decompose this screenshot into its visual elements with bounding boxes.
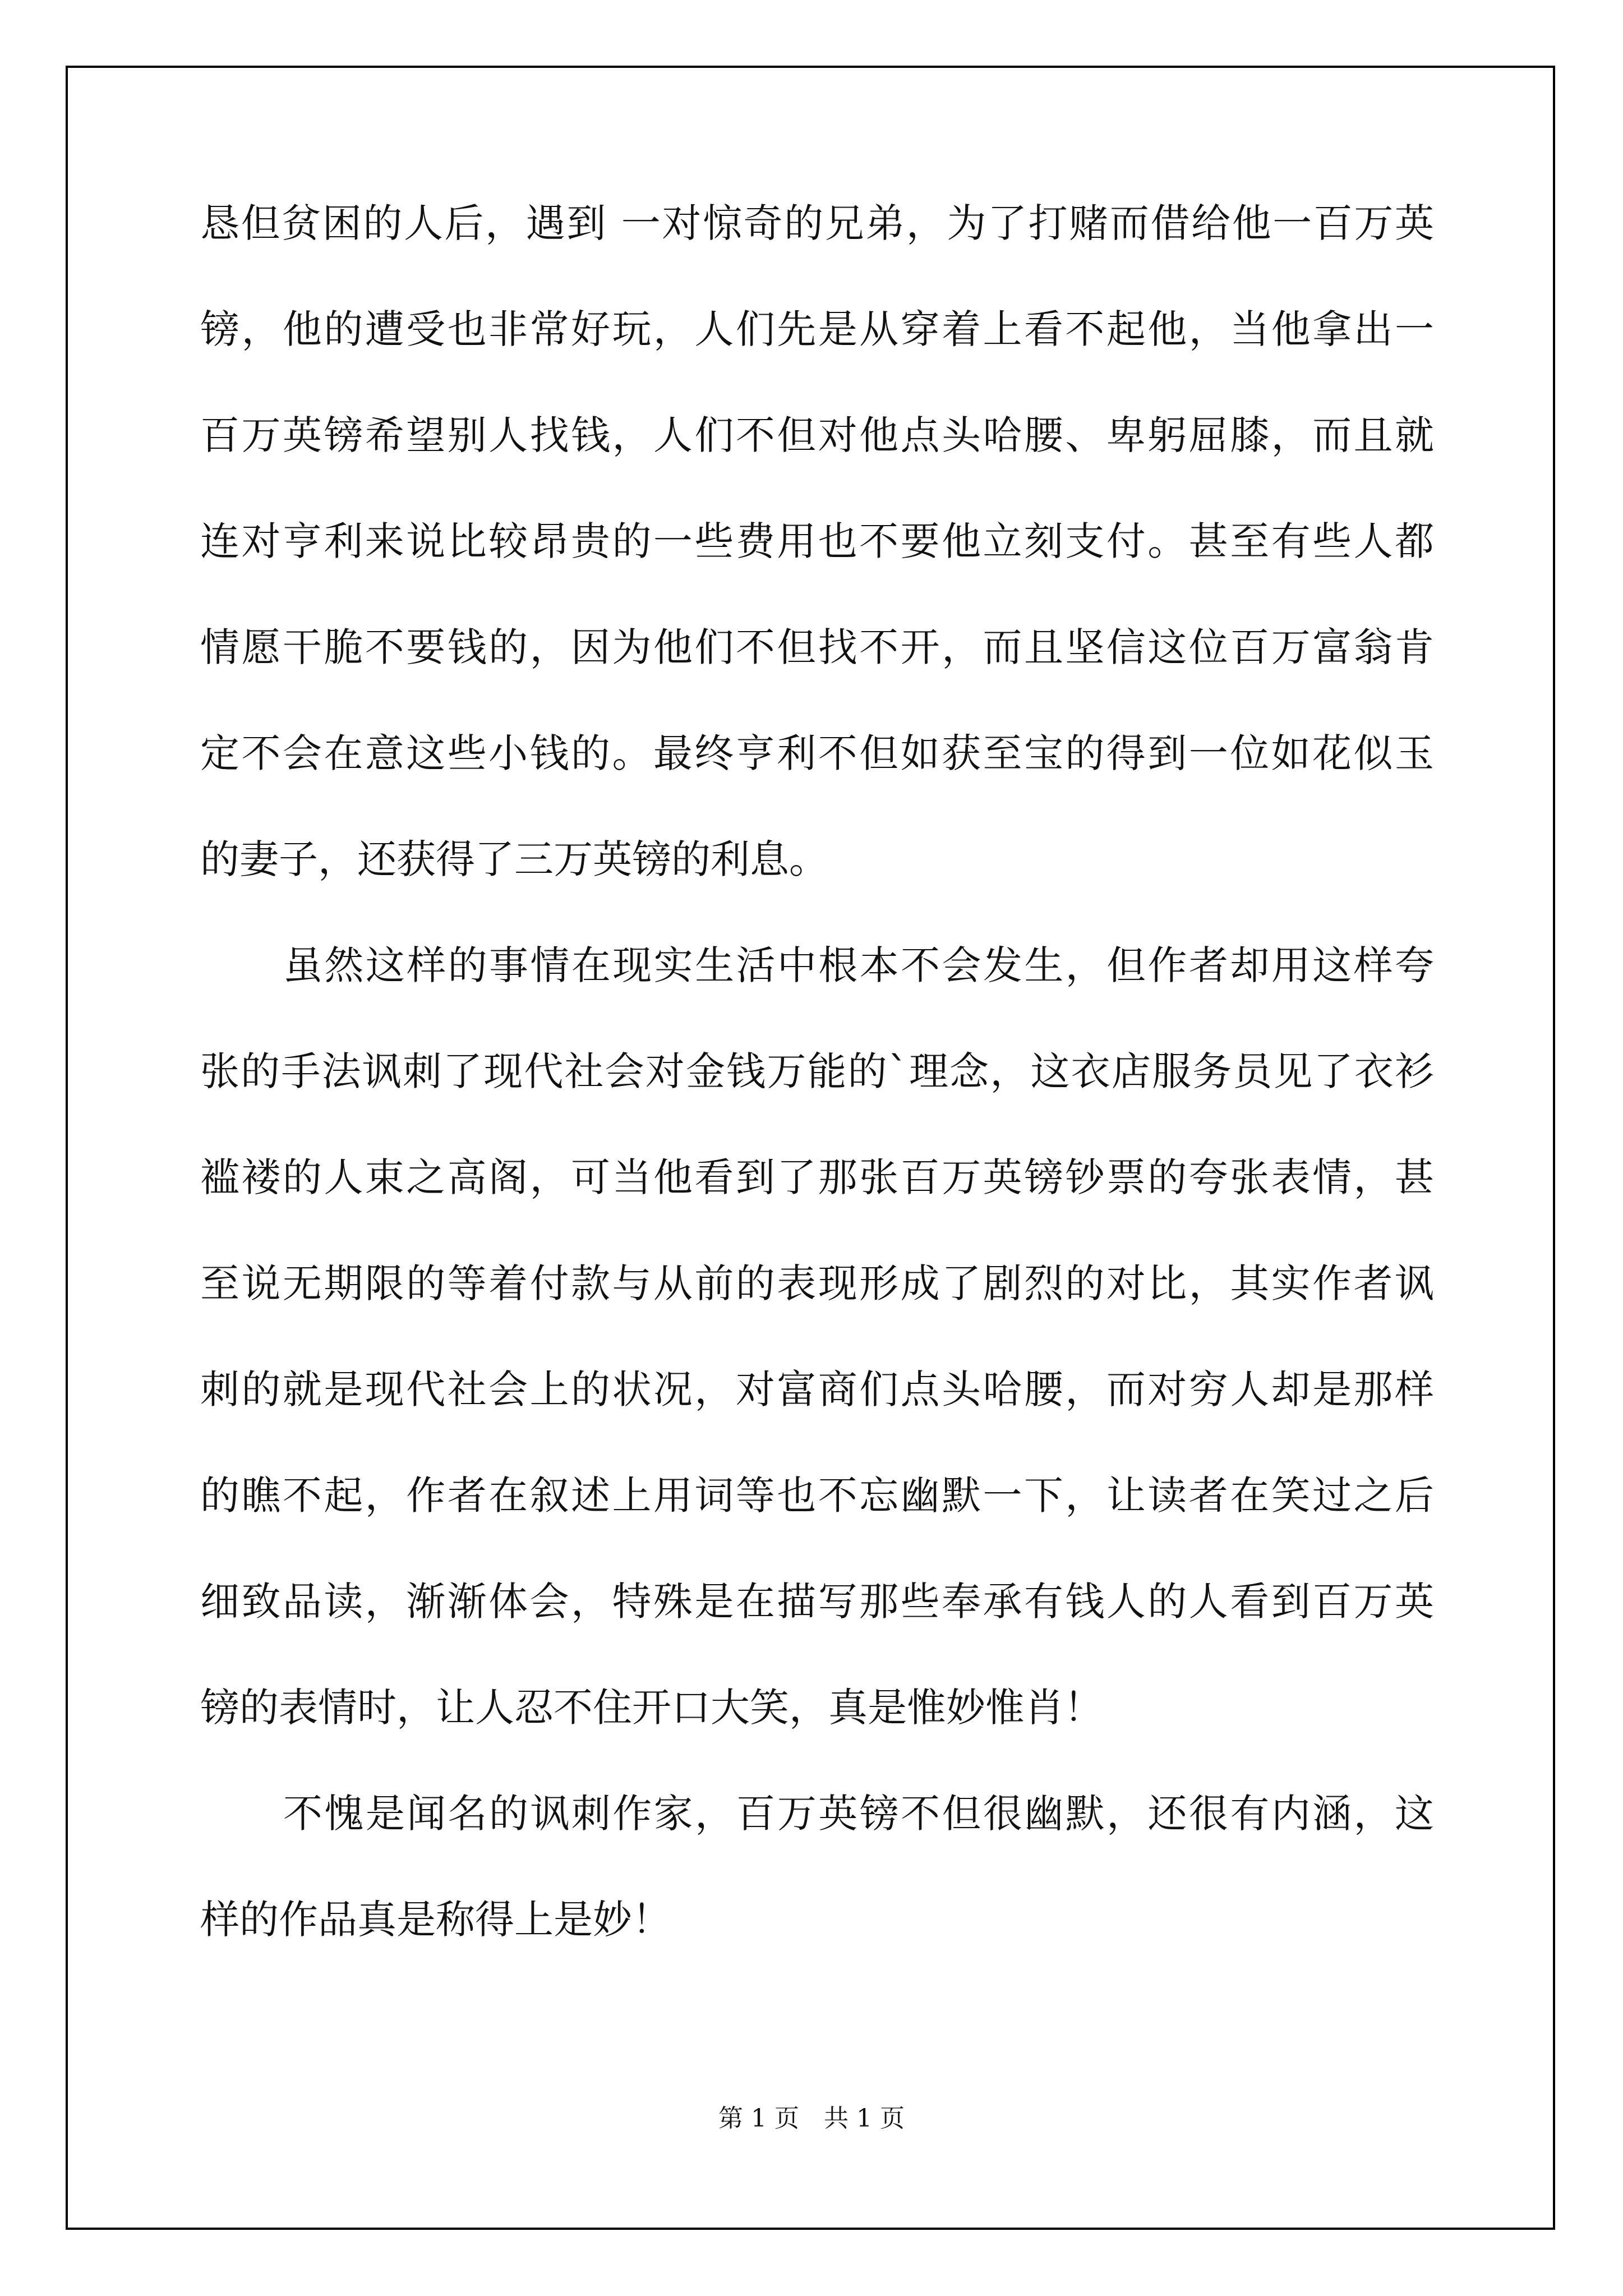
paragraph-line: 镑的表情时，让人忍不住开口大笑，真是惟妙惟肖！: [200, 1685, 1103, 1731]
paragraph-line: 张的手法讽刺了现代社会对金钱万能的`理念，这衣店服务员见了衣衫: [200, 1048, 1434, 1094]
paragraph-line: 样的作品真是称得上是妙！: [200, 1897, 671, 1943]
paragraph-line: 情愿干脆不要钱的，因为他们不但找不开，而且坚信这位百万富翁肯: [200, 624, 1434, 670]
paragraph-line: 连对亨利来说比较昂贵的一些费用也不要他立刻支付。甚至有些人都: [200, 518, 1434, 564]
paragraph-line: 至说无期限的等着付款与从前的表现形成了剧烈的对比，其实作者讽: [200, 1260, 1434, 1306]
paragraph-line: 褴褛的人束之高阁，可当他看到了那张百万英镑钞票的夸张表情，甚: [200, 1154, 1434, 1200]
paragraph-line: 的妻子，还获得了三万英镑的利息。: [200, 836, 828, 882]
page-number-footer: 第 1 页 共 1 页: [718, 2104, 905, 2133]
paragraph-line: 百万英镑希望别人找钱，人们不但对他点头哈腰、卑躬屈膝，而且就: [200, 412, 1434, 458]
paragraph-line: 镑，他的遭受也非常好玩，人们先是从穿着上看不起他，当他拿出一: [200, 306, 1434, 352]
paragraph-line: 定不会在意这些小钱的。最终亨利不但如获至宝的得到一位如花似玉: [200, 730, 1434, 776]
paragraph-line: 不愧是闻名的讽刺作家，百万英镑不但很幽默，还很有内涵，这: [283, 1791, 1434, 1837]
paragraph-line: 细致品读，渐渐体会，特殊是在描写那些奉承有钱人的人看到百万英: [200, 1579, 1434, 1625]
paragraph-line: 虽然这样的事情在现实生活中根本不会发生，但作者却用这样夸: [283, 942, 1434, 988]
paragraph-line: 的瞧不起，作者在叙述上用词等也不忘幽默一下，让读者在笑过之后: [200, 1473, 1434, 1519]
paragraph-line: 恳但贫困的人后，遇到 一对惊奇的兄弟，为了打赌而借给他一百万英: [200, 200, 1434, 246]
paragraph-line: 刺的就是现代社会上的状况，对富商们点头哈腰，而对穷人却是那样: [200, 1366, 1434, 1412]
